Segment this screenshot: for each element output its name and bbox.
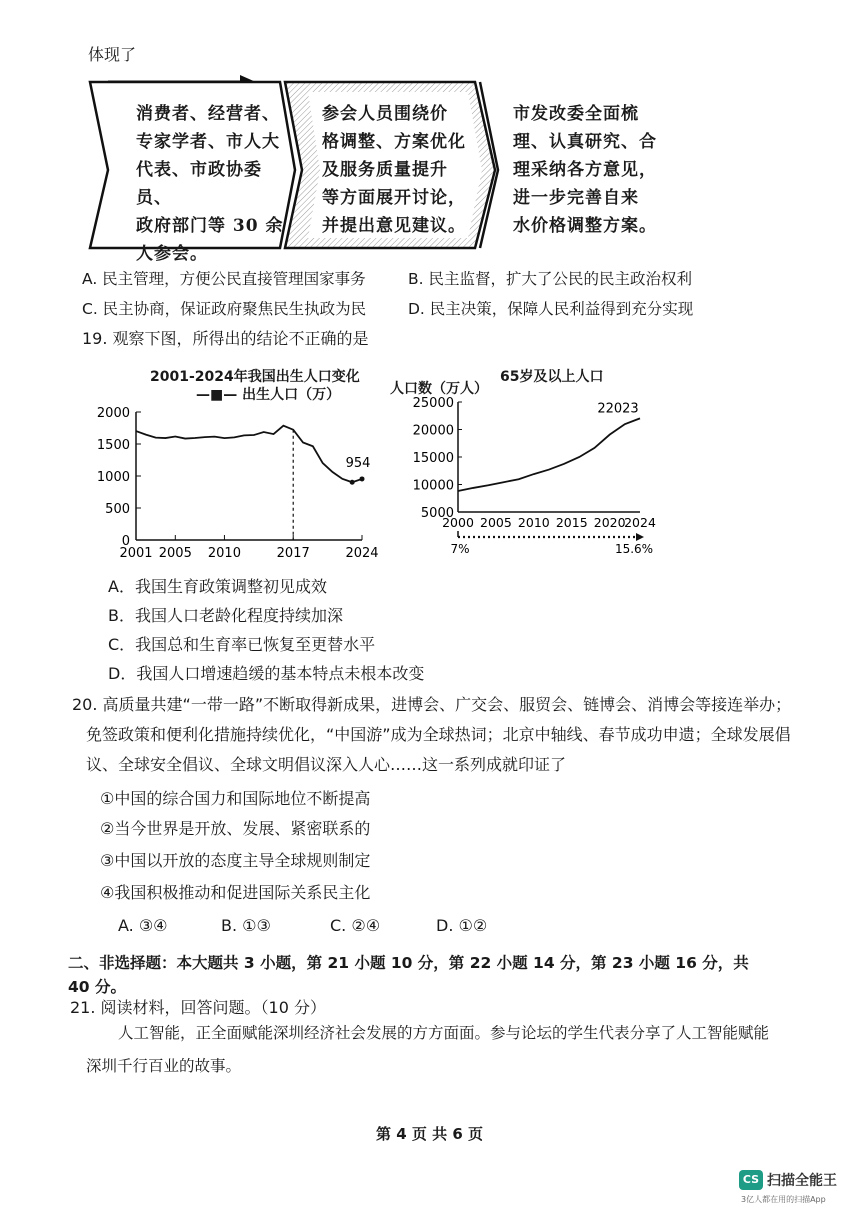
q20-stem-line-1: 20. 高质量共建“一带一路”不断取得新成果，进博会、广交会、服贸会、链博会、消博会等接连举办；: [72, 695, 792, 714]
watermark-tagline: 3亿人都在用的扫描App: [741, 1195, 826, 1204]
chart1-y-tick-label: 1500: [96, 438, 130, 453]
q20-statement-1: ①中国的综合国力和国际地位不断提高: [100, 789, 371, 808]
section2-header-line-2: 40 分。: [68, 978, 126, 996]
q20-stem-line-2: 免签政策和便利化措施持续优化，“中国游”成为全球热词；北京中轴线、春节成功申遗；全球发展倡: [86, 725, 791, 744]
chart2-x-tick-label: 2020: [593, 515, 626, 530]
chart2-x-tick-label: 2005: [480, 515, 512, 530]
section2-header-line-1: 二、非选择题：本大题共 3 小题，第 21 小题 10 分，第 22 小题 14 分，第 23 小题 16 分，共: [68, 954, 749, 972]
camscanner-logo-icon: CS: [739, 1170, 763, 1190]
q18-option-b: B. 民主监督，扩大了公民的民主政治权利: [408, 270, 692, 288]
chart1-x-tick-label: 2005: [158, 546, 192, 561]
chart2-ylabel: 人口数（万人）: [390, 381, 488, 397]
q21-stem: 21. 阅读材料，回答问题。（10 分）: [70, 998, 326, 1017]
q20-statement-4: ④我国积极推动和促进国际关系民主化: [100, 883, 371, 902]
chart2-y-tick-label: 5000: [420, 506, 454, 521]
q20-statement-2: ②当今世界是开放、发展、紧密联系的: [100, 819, 371, 838]
chart1-data-label: 954: [345, 455, 371, 471]
q19-stem: 19. 观察下图，所得出的结论不正确的是: [82, 329, 369, 348]
q18-option-a: A. 民主管理，方便公民直接管理国家事务: [82, 270, 366, 288]
chart1-x-tick-label: 2001: [119, 546, 153, 561]
page-footer: 第 4 页 共 6 页: [376, 1125, 483, 1143]
flow-box-3-text: 市发改委全面梳 理、认真研究、合 理采纳各方意见， 进一步完善自来 水价格调整方案。: [513, 104, 657, 236]
q21-material-line-1: 人工智能，正全面赋能深圳经济社会发展的方方面面。参与论坛的学生代表分享了人工智能赋能: [118, 1024, 770, 1042]
chart2-x-tick-label: 2015: [555, 515, 588, 530]
q18-option-d: D. 民主决策，保障人民利益得到充分实现: [408, 300, 694, 318]
chart1-y-tick-label: 500: [105, 502, 130, 517]
q20-choice-d: D. ①②: [436, 916, 488, 935]
flow-box-2-text: 参会人员围绕价 格调整、方案优化 及服务质量提升 等方面展开讨论， 并提出意见建议。: [322, 104, 466, 236]
chart1-data-point: [360, 476, 365, 481]
q20-choice-b: B. ①③: [221, 916, 271, 935]
chart1-legend-label: 出生人口（万）: [242, 387, 341, 403]
chart1-x-tick-label: 2024: [345, 546, 379, 561]
chart1-y-tick-label: 0: [121, 534, 130, 549]
chart2-data-label: 22023: [597, 401, 639, 417]
chart1-x-tick-label: 2010: [207, 546, 241, 561]
chart1-y-tick-label: 1000: [96, 470, 130, 485]
chart2-share-arrow-head: [636, 533, 644, 541]
chart1-data-point: [350, 480, 355, 485]
chart1-x-tick-label: 2017: [276, 546, 310, 561]
q20-statement-3: ③中国以开放的态度主导全球规则制定: [100, 851, 371, 870]
q19-option-d: D．我国人口增速趋缓的基本特点未根本改变: [108, 664, 425, 683]
chart2-title: 65岁及以上人口: [500, 369, 604, 385]
q20-choice-a: A. ③④: [118, 916, 168, 935]
q18-option-c: C. 民主协商，保证政府聚焦民生执政为民: [82, 300, 367, 318]
chart2-share-start-label: 7%: [450, 542, 470, 555]
chart1-title: 2001-2024年我国出生人口变化: [150, 369, 360, 385]
chart2-elderly-population: [400, 390, 665, 555]
q20-choice-c: C. ②④: [330, 916, 381, 935]
chart2-x-tick-label: 2024: [624, 515, 656, 530]
flow-box-1-text: 消费者、经营者、 专家学者、市人大 代表、市政协委员、 政府部门等 30 余 人参会。: [136, 104, 284, 264]
chart2-y-tick-label: 15000: [412, 451, 454, 466]
watermark-name: 扫描全能王: [767, 1173, 837, 1189]
chart2-share-end-label: 15.6%: [614, 542, 654, 555]
q20-stem-line-3: 议、全球安全倡议、全球文明倡议深入人心……这一系列成就印证了: [86, 755, 567, 774]
q21-material-line-2: 深圳千行百业的故事。: [86, 1057, 242, 1075]
chart2-x-tick-label: 2010: [517, 515, 550, 530]
chart2-series-line: [458, 418, 640, 491]
chart1-y-tick-label: 2000: [96, 406, 130, 421]
chart2-y-tick-label: 20000: [412, 423, 454, 439]
chart1-birth-population: [90, 400, 390, 565]
chart2-y-tick-label: 25000: [412, 396, 454, 411]
chart1-series-line: [136, 426, 362, 483]
chart2-y-tick-label: 10000: [412, 478, 454, 494]
chart1-legend-marker: —■—: [196, 387, 238, 403]
q19-option-b: B．我国人口老龄化程度持续加深: [108, 606, 343, 625]
intro-text: 体现了: [88, 45, 137, 64]
q19-option-c: C．我国总和生育率已恢复至更替水平: [108, 635, 376, 654]
q19-option-a: A．我国生育政策调整初见成效: [108, 577, 327, 596]
chart2-x-tick-label: 2000: [442, 515, 474, 530]
